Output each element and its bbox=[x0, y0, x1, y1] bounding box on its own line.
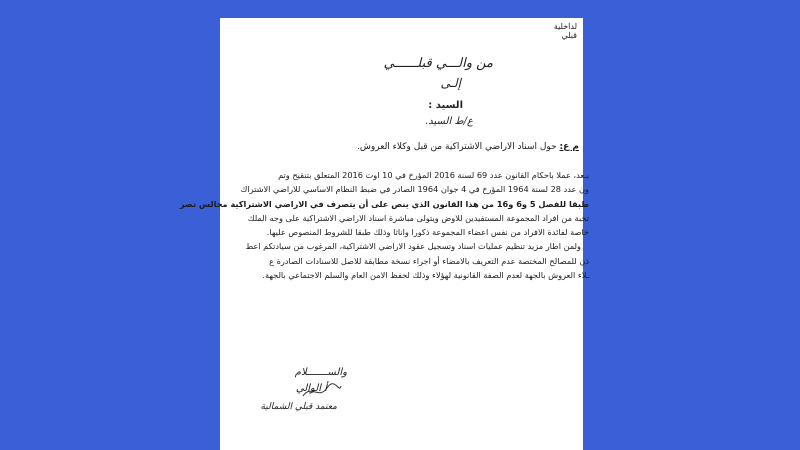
to-line: إلـى bbox=[440, 76, 461, 90]
header-corner-line-1: لداخلية bbox=[553, 22, 577, 31]
body-line: ـلاء العروش بالجهة لعدم الصفة القانونية لهؤلاء وذلك لحفظ الامن العام والسلم الاجتماعي بالجهة. bbox=[262, 270, 589, 281]
body-line: ولمن اطار مزيد تنظيم عمليات اسناد وتسجيل عقود الاراضي الاشتراكية، المرغوب من سيادتكم اعط bbox=[245, 241, 581, 252]
from-line: من والـــي قبلــــــي bbox=[383, 56, 493, 71]
body-line: بـعد، عملا باحكام القانون عدد 69 لسنة 2016 المؤرخ في 10 اوت 2016 المتعلق بتنقيح وتم bbox=[278, 170, 589, 180]
header-corner-line-2: قبلي bbox=[561, 31, 577, 40]
body-line: خاصة لفائدة الافراد من نفس اعضاء المجموعة ذكورا واناثا وذلك طبقا للشروط المنصوص عليها. bbox=[266, 227, 589, 238]
body-line: ذن للمصالح المختصة عدم التعريف بالامضاء أو اجراء نسخة مطابقة للاصل للاسنادات الصادرة ع bbox=[269, 255, 589, 266]
subject-text: حول اسناد الاراضي الاشتراكية من قبل وكلاء العروش. bbox=[357, 142, 557, 152]
signature-title: أ الوالي bbox=[295, 383, 327, 394]
document-page bbox=[179, 18, 589, 450]
subject-label: م ع: bbox=[559, 142, 579, 152]
addressee-line: السيد : bbox=[428, 100, 463, 111]
body-line: طبقا للفصل 5 و6 و16 من هذا القانون الذي ينص على أن يتصرف في الاراضي الاشتراكية مجالس تصر bbox=[179, 198, 589, 209]
subject-line bbox=[239, 142, 579, 152]
attention-line: ع/ط السيد. bbox=[425, 116, 473, 127]
body-line: تخبة من افراد المجموعة المستفيدين للاوض ويتولى مباشرة اسناد الاراضي الاشتراكية على وجه الملك bbox=[247, 212, 589, 223]
signature-delegate: معتمد قبلي الشمالية bbox=[260, 402, 337, 412]
header-corner bbox=[554, 22, 577, 40]
body-line: ون عدد 28 لسنة 1964 المؤرخ في 4 جوان 1964 الصادر في ضبط النظام الاساسي للاراضي الاشتراك bbox=[240, 184, 589, 195]
letter-body bbox=[179, 168, 589, 282]
closing-salutation: والســـــــلام bbox=[294, 367, 347, 378]
